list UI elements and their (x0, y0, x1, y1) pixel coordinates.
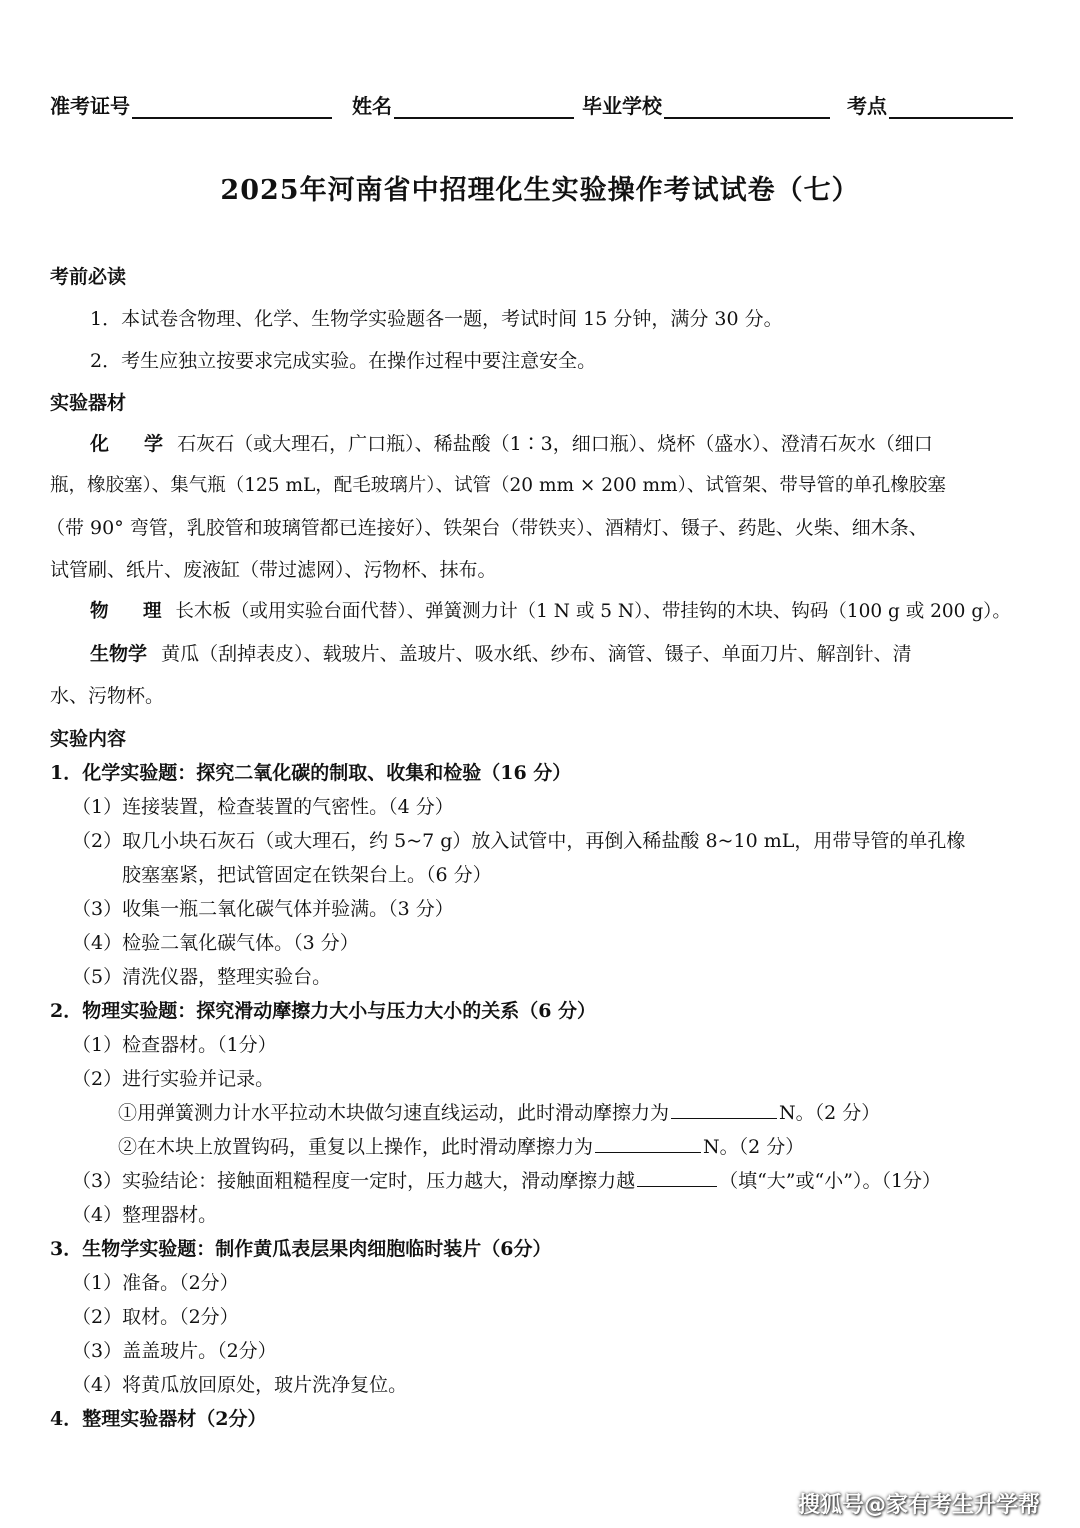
question-step: （5）清洗仪器，整理实验台。 (72, 966, 332, 988)
question-step: （4）将黄瓜放回原处，玻片洗净复位。 (72, 1374, 408, 1396)
field-label: 考点 (847, 94, 887, 118)
notice-item: 1．本试卷含物理、化学、生物学实验题各一题，考试时间 15 分钟，满分 30 分。 (90, 308, 783, 330)
question-step: 胶塞塞紧，把试管固定在铁架台上。（6 分） (122, 864, 492, 886)
field-label: 准考证号 (50, 94, 130, 118)
answer-blank[interactable] (637, 1168, 717, 1187)
question-1-title: 1．化学实验题：探究二氧化碳的制取、收集和检验（16 分） (50, 762, 572, 784)
physics-equipment-line (90, 597, 1011, 623)
question-step: （2）取几小块石灰石（或大理石，约 5~7 g）放入试管中，再倒入稀盐酸 8~10 mL，用带导管的单孔橡 (72, 830, 966, 852)
exam-site-blank[interactable] (889, 95, 1013, 119)
question-substep (118, 1098, 880, 1125)
field-label: 毕业学校 (582, 94, 662, 118)
substep-text: ②在木块上放置钩码，重复以上操作，此时滑动摩擦力为 (118, 1136, 594, 1158)
watermark: 搜狐号@家有考生升学帮 (797, 1493, 1040, 1518)
chemistry-label: 化 学 (90, 433, 172, 455)
physics-label: 物 理 (90, 601, 170, 622)
question-step: （2）进行实验并记录。 (72, 1068, 275, 1090)
chemistry-equipment-line: 瓶，橡胶塞）、集气瓶（125 mL，配毛玻璃片）、试管（20 mm × 200 mm）、试管架、带导管的单孔橡胶塞 (50, 475, 946, 496)
substep-unit: N。（2 分） (779, 1102, 881, 1124)
biology-label: 生物学 (90, 643, 148, 665)
chemistry-equipment-line: 试管刷、纸片、废液缸（带过滤网）、污物杯、抹布。 (50, 559, 497, 581)
chemistry-equipment-line (90, 429, 933, 456)
page-title: 2025年河南省中招理化生实验操作考试试卷（七） (220, 175, 860, 206)
step-text: （3）实验结论：接触面粗糙程度一定时，压力越大，滑动摩擦力越 (72, 1170, 636, 1192)
biology-equipment-line (90, 639, 912, 666)
school-blank[interactable] (664, 95, 830, 119)
question-step: （3）盖盖玻片。（2分） (72, 1340, 277, 1362)
question-step: （1）连接装置，检查装置的气密性。（4 分） (72, 796, 454, 818)
answer-blank[interactable] (595, 1134, 701, 1153)
biology-equipment-line: 水、污物杯。 (50, 685, 165, 707)
biology-text: 黄瓜（刮掉表皮）、载玻片、盖玻片、吸水纸、纱布、滴管、镊子、单面刀片、解剖针、清 (161, 643, 912, 665)
content-heading: 实验内容 (50, 728, 127, 750)
question-3-title: 3．生物学实验题：制作黄瓜表层果肉细胞临时装片（6分） (50, 1238, 552, 1260)
step-hint: （填“大”或“小”）。（1分） (719, 1170, 942, 1192)
field-exam-site (847, 90, 1013, 119)
substep-unit: N。（2 分） (703, 1136, 805, 1158)
chemistry-text: 石灰石（或大理石，广口瓶）、稀盐酸（1∶3，细口瓶）、烧杯（盛水）、澄清石灰水（细口 (177, 433, 933, 455)
question-step (72, 1166, 941, 1193)
question-4-title: 4．整理实验器材（2分） (50, 1408, 267, 1430)
question-step: （1）准备。（2分） (72, 1272, 239, 1294)
question-step: （4）检验二氧化碳气体。（3 分） (72, 932, 359, 954)
question-step: （1）检查器材。（1分） (72, 1034, 277, 1056)
notice-item: 2．考生应独立按要求完成实验。在操作过程中要注意安全。 (90, 350, 597, 372)
question-2-title: 2．物理实验题：探究滑动摩擦力大小与压力大小的关系（6 分） (50, 1000, 597, 1022)
exam-number-blank[interactable] (132, 95, 332, 119)
question-step: （2）取材。（2分） (72, 1306, 239, 1328)
field-label: 姓名 (352, 94, 392, 118)
physics-text: 长木板（或用实验台面代替）、弹簧测力计（1 N 或 5 N）、带挂钩的木块、钩码（100 g 或 200 g）。 (175, 601, 1011, 622)
question-substep (118, 1132, 804, 1159)
question-step: （4）整理器材。 (72, 1204, 218, 1226)
substep-text: ①用弹簧测力计水平拉动木块做匀速直线运动，此时滑动摩擦力为 (118, 1102, 670, 1124)
field-school (582, 90, 830, 119)
question-step: （3）收集一瓶二氧化碳气体并验满。（3 分） (72, 898, 454, 920)
field-exam-number (50, 90, 332, 119)
field-name (352, 90, 574, 119)
name-blank[interactable] (394, 95, 574, 119)
equipment-heading: 实验器材 (50, 392, 127, 414)
answer-blank[interactable] (671, 1100, 777, 1119)
chemistry-equipment-line: （带 90° 弯管，乳胶管和玻璃管都已连接好）、铁架台（带铁夹）、酒精灯、镊子、药匙、火柴、细木条、 (46, 517, 928, 539)
notice-heading: 考前必读 (50, 266, 127, 288)
